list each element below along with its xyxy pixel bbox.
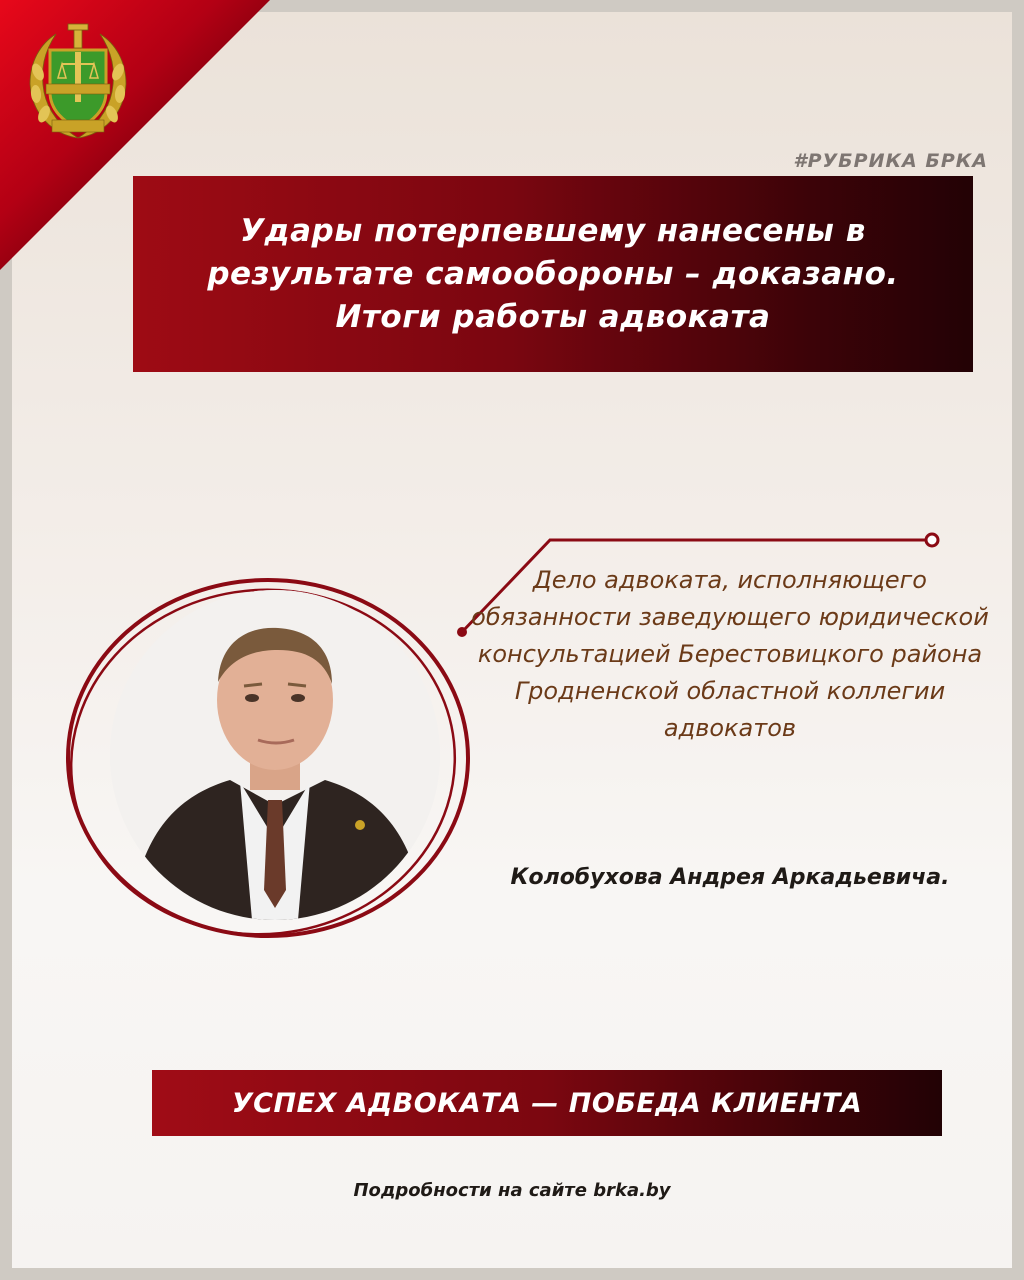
bar-association-emblem [22,22,134,142]
case-description: Дело адвоката, исполняющего обязанности заведующего юридической консультацией Берестовицкого района Гродненской областной коллегии адвокатов [471,566,989,742]
headline: Удары потерпевшему нанесены в результате самообороны – доказано. Итоги работы адвоката [207,212,899,335]
headline-banner [133,176,973,372]
footer-link-text: Подробности на сайте brka.by [353,1180,671,1201]
slogan: УСПЕХ АДВОКАТА — ПОБЕДА КЛИЕНТА [231,1087,863,1119]
lawyer-portrait [110,590,440,920]
portrait-photo [110,590,440,920]
rubric-tag: #РУБРИКА БРКА [793,150,988,172]
lawyer-name: Колобухова Андрея Аркадьевича. [510,865,950,890]
slogan-banner [152,1070,942,1136]
